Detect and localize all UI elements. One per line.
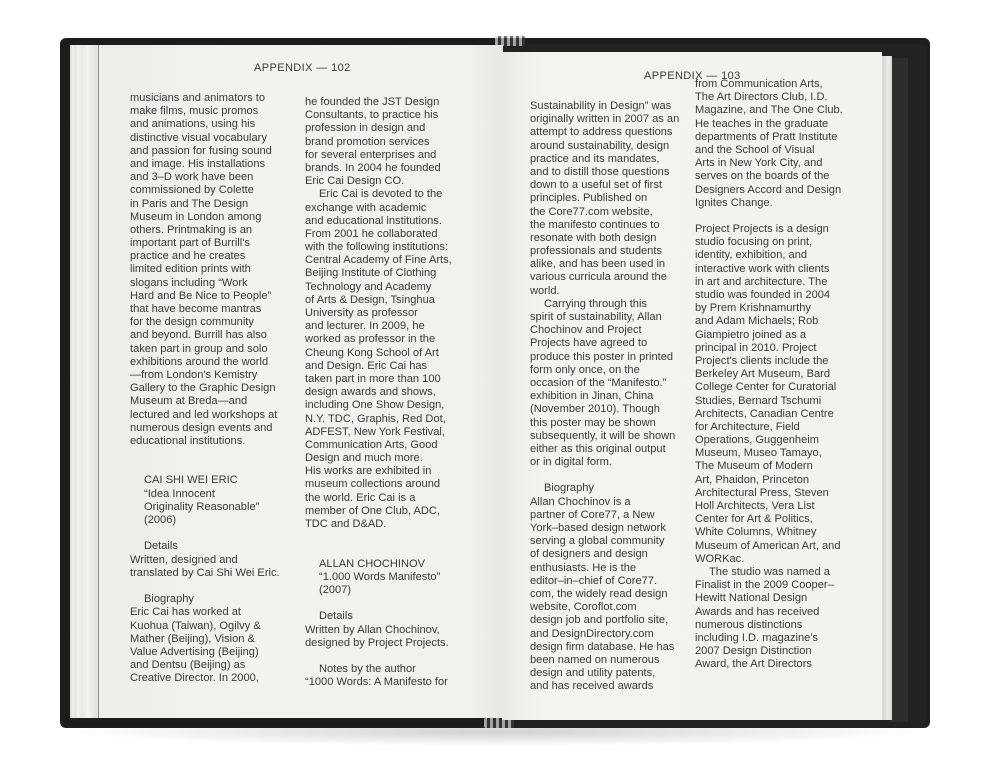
text-line: Communication Arts, Good [305, 438, 438, 451]
text-line: Written by Allan Chochinov, [305, 623, 440, 636]
text-line: Architects, Canadian Centre [695, 407, 834, 420]
text-line: Gallery to the Graphic Design [130, 382, 276, 395]
text-line: designed by Project Projects. [305, 636, 449, 649]
text-line: in Paris and The Design [130, 197, 249, 210]
text-line: he founded the JST Design [305, 96, 440, 108]
text-line: including I.D. magazine's [695, 631, 818, 644]
text-line: Sustainability in Design” was [530, 100, 672, 112]
text-line: of Arts & Design, Tsinghua [305, 293, 435, 306]
text-line: serves on the boards of the [695, 170, 830, 183]
text-line: Allan Chochinov is a [530, 495, 631, 508]
text-line: and educational institutions. [305, 214, 442, 227]
text-line: lectured and led workshops at [130, 408, 278, 421]
text-line: Arts in New York City, and [695, 157, 823, 170]
text-line: and the School of Visual [695, 143, 815, 156]
text-line: occasion of the “Manifesto.” [530, 376, 667, 389]
text-line: worked as professor in the [305, 333, 436, 346]
text-line: website, Coroflot.com [530, 601, 637, 614]
text-line: Ignites Change. [695, 196, 773, 209]
text-line: (November 2010). Though [530, 403, 660, 416]
text-line: and beyond. Burrill has also [130, 329, 267, 342]
text-line: either as this original output [530, 442, 666, 455]
text-line: with the following institutions: [305, 241, 449, 254]
text-line: He teaches in the graduate [695, 117, 829, 130]
text-line: commissioned by Colette [130, 184, 254, 197]
text-line: Awards and has received [695, 605, 820, 618]
text-line: studio focusing on print, [695, 236, 813, 249]
text-line: the world. Eric Cai is a [305, 491, 416, 504]
text-line: Kuohua (Taiwan), Ogilvy & [130, 619, 261, 632]
paragraph-gap [305, 544, 452, 557]
text-line: this poster may be shown [530, 416, 656, 429]
text-line: for Architecture, Field [695, 420, 800, 433]
text-line: (2007) [319, 583, 352, 596]
text-line: important part of Burrill's [130, 237, 250, 250]
text-line: principal in 2010. Project [695, 341, 817, 354]
text-line: down to a useful set of first [530, 179, 662, 192]
text-line: Studies, Bernard Tschumi [695, 394, 822, 407]
text-line: Hewitt National Design [695, 592, 808, 605]
text-line: design firm database. He has [530, 640, 675, 653]
text-line: (2006) [144, 514, 177, 526]
text-line: Museum, Museo Tamayo, [695, 447, 822, 460]
text-line: University as professor [305, 307, 418, 319]
text-line: and has received awards [530, 680, 654, 693]
text-line: Projects have agreed to [530, 337, 648, 350]
text-line: practice and its mandates, [530, 152, 660, 165]
text-line: studio was founded in 2004 [695, 289, 831, 301]
text-line: Project's clients include the [695, 354, 829, 367]
text-line: editor–in–chief of Core77. [530, 574, 658, 587]
text-line: WORKac. [695, 552, 745, 565]
text-line: professionals and students [530, 245, 662, 258]
text-line: that have become mantras [130, 303, 262, 315]
text-line: —from London's Kemistry [130, 368, 258, 381]
text-line: Originality Reasonable” [144, 500, 260, 513]
text-line: translated by Cai Shi Wei Eric. [130, 566, 280, 579]
text-line: member of One Club, ADC, [305, 504, 441, 517]
text-line: from Communication Arts, [695, 78, 823, 90]
text-line: Biography [544, 482, 594, 495]
text-line: brands. In 2004 he founded [305, 161, 441, 174]
paragraph-gap [130, 448, 280, 461]
text-line: The Art Directors Club, I.D. [695, 91, 828, 104]
text-line: Details [319, 610, 353, 623]
paragraph-gap [130, 461, 280, 474]
text-line: design awards and shows, [305, 386, 436, 399]
text-line: resonate with both design [530, 231, 657, 244]
text-line: Operations, Guggenheim [695, 434, 819, 447]
right-page-column-1 [530, 100, 679, 693]
text-line: The Museum of Modern [695, 460, 813, 473]
text-line: Beijing Institute of Clothing [305, 267, 437, 280]
text-line: and image. His installations [130, 157, 266, 170]
text-line: Holl Architects, Vera List [695, 500, 815, 512]
text-line: by Prem Krishnamurthy [695, 302, 811, 315]
text-line: The studio was named a [709, 565, 830, 578]
text-line: White Columns, Whitney [695, 526, 817, 539]
text-line: Hard and Be Nice to People” [130, 289, 272, 302]
text-line: com, the widely read design [530, 587, 668, 600]
paragraph-gap [305, 650, 452, 663]
text-line: Museum at Breda—and [130, 395, 248, 408]
text-line: subsequently, it will be shown [530, 429, 676, 442]
text-line: exhibition in Jinan, China [530, 390, 654, 403]
text-line: ALLAN CHOCHINOV [319, 557, 426, 570]
text-line: for several enterprises and [305, 148, 437, 161]
text-line: attempt to address questions [530, 126, 673, 139]
text-line: world. [530, 284, 560, 297]
text-line: departments of Pratt Institute [695, 130, 838, 143]
paragraph-gap [130, 580, 280, 593]
text-line: slogans including “Work [130, 276, 248, 289]
text-line: Center for Art & Politics, [695, 513, 813, 526]
text-line: York–based design network [530, 522, 666, 534]
text-line: and 3–D work have been [130, 171, 254, 184]
text-line: CAI SHI WEI ERIC [144, 474, 238, 487]
text-line: form only once, on the [530, 363, 640, 376]
text-line: alike, and has been used in [530, 258, 666, 271]
running-head-left: APPENDIX — 102 [254, 62, 351, 74]
text-line: design and utility patents, [530, 667, 656, 680]
text-line: around sustainability, design [530, 139, 670, 152]
text-line: College Center for Curatorial [695, 381, 837, 394]
text-line: design job and portfolio site, [530, 614, 669, 627]
text-line: Museum of American Art, and [695, 539, 841, 552]
text-line: and lecturer. In 2009, he [305, 320, 425, 333]
text-line: in art and architecture. The [695, 275, 828, 288]
text-line: “1.000 Words Manifesto” [319, 570, 441, 583]
text-line: Creative Director. In 2000, [130, 672, 259, 685]
text-line: Value Advertising (Beijing) [130, 645, 259, 658]
text-line: Chochinov and Project [530, 324, 642, 337]
text-line: numerous distinctions [695, 618, 803, 631]
text-line: Mather (Beijing), Vision & [130, 632, 255, 645]
cover-fore-edge [890, 58, 908, 722]
text-line: museum collections around [305, 478, 441, 491]
text-line: and animations, using his [130, 118, 256, 131]
text-line: others. Printmaking is an [130, 223, 253, 236]
paragraph-gap [130, 527, 280, 540]
text-line: Project Projects is a design [695, 223, 829, 236]
text-line: Architectural Press, Steven [695, 486, 829, 499]
text-line: interactive work with clients [695, 262, 830, 275]
text-line: of designers and design [530, 548, 648, 561]
paragraph-gap [305, 531, 452, 544]
text-line: limited edition prints with [130, 263, 251, 276]
text-line: Consultants, to practice his [305, 109, 439, 122]
text-line: and Dentsu (Beijing) as [130, 659, 246, 672]
text-line: or in digital form. [530, 456, 613, 469]
text-line: Details [144, 540, 178, 553]
page-stack-left [70, 45, 98, 718]
text-line: the manifesto continues to [530, 218, 660, 231]
text-line: distinctive visual vocabulary [130, 131, 267, 144]
text-line: make films, music promos [130, 105, 259, 118]
text-line: and Adam Michaels; Rob [695, 315, 819, 328]
text-line: taken part in group and solo [130, 342, 268, 355]
text-line: TDC and D&AD. [305, 518, 387, 530]
paragraph-gap [530, 469, 679, 482]
text-line: His works are exhibited in [305, 465, 432, 478]
text-line: exhibitions around the world [130, 355, 269, 368]
text-line: been named on numerous [530, 653, 660, 666]
text-line: musicians and animators to [130, 92, 266, 104]
text-line: including One Show Design, [305, 399, 445, 412]
text-line: Notes by the author [319, 663, 416, 676]
text-line: From 2001 he collaborated [305, 227, 438, 240]
text-line: practice and he creates [130, 250, 246, 263]
text-line: Design and much more. [305, 452, 423, 465]
text-line: serving a global community [530, 535, 665, 548]
text-line: Magazine, and The One Club. [695, 104, 843, 117]
text-line: Berkeley Art Museum, Bard [695, 368, 831, 381]
text-line: brand promotion services [305, 135, 430, 148]
text-line: ADFEST, New York Festival, [305, 425, 445, 438]
left-page-column-1 [130, 92, 280, 685]
text-line: Museum in London among [130, 210, 262, 223]
left-page-column-2 [305, 96, 452, 689]
text-line: identity, exhibition, and [695, 249, 808, 262]
left-page [98, 45, 503, 718]
text-line: for the design community [130, 316, 254, 329]
text-line: Designers Accord and Design [695, 183, 842, 196]
text-line: Art, Phaidon, Princeton [695, 473, 810, 486]
text-line: partner of Core77, a New [530, 508, 655, 521]
running-head-right: APPENDIX — 103 [644, 70, 741, 82]
text-line: Eric Cai has worked at [130, 606, 241, 619]
text-line: spirit of sustainability, Allan [530, 311, 662, 323]
text-line: the Core77.com website, [530, 205, 653, 218]
text-line: Giampietro joined as a [695, 328, 806, 341]
text-line: principles. Published on [530, 192, 648, 205]
paragraph-gap [305, 597, 452, 610]
text-line: produce this poster in printed [530, 350, 674, 363]
text-line: various curricula around the [530, 271, 667, 284]
text-line: taken part in more than 100 [305, 372, 441, 385]
text-line: 2007 Design Distinction [695, 645, 812, 658]
text-line: “Idea Innocent [144, 487, 215, 500]
paragraph-gap [695, 210, 843, 223]
text-line: Cheung Kong School of Art [305, 346, 439, 359]
text-line: educational institutions. [130, 434, 246, 447]
text-line: and Design. Eric Cai has [305, 359, 428, 372]
text-line: Biography [144, 593, 194, 606]
text-line: Technology and Academy [305, 280, 432, 293]
text-line: and passion for fusing sound [130, 144, 272, 157]
text-line: “1000 Words: A Manifesto for [305, 676, 448, 689]
text-line: and to distill those questions [530, 165, 670, 178]
text-line: originally written in 2007 as an [530, 113, 680, 126]
text-line: Central Academy of Fine Arts, [305, 254, 452, 267]
text-line: Award, the Art Directors [695, 658, 812, 671]
right-page-column-2 [695, 78, 843, 671]
text-line: Eric Cai is devoted to the [319, 188, 443, 201]
text-line: Written, designed and [130, 553, 238, 566]
text-line: Finalist in the 2009 Cooper– [695, 579, 834, 592]
text-line: exchange with academic [305, 201, 427, 214]
text-line: Eric Cai Design CO. [305, 175, 405, 188]
text-line: and DesignDirectory.com [530, 627, 654, 640]
text-line: Carrying through this [544, 297, 647, 310]
text-line: profession in design and [305, 122, 426, 135]
right-page [502, 52, 882, 720]
text-line: enthusiasts. He is the [530, 561, 637, 574]
text-line: N.Y. TDC, Graphis, Red Dot, [305, 412, 446, 425]
text-line: numerous design events and [130, 421, 273, 434]
